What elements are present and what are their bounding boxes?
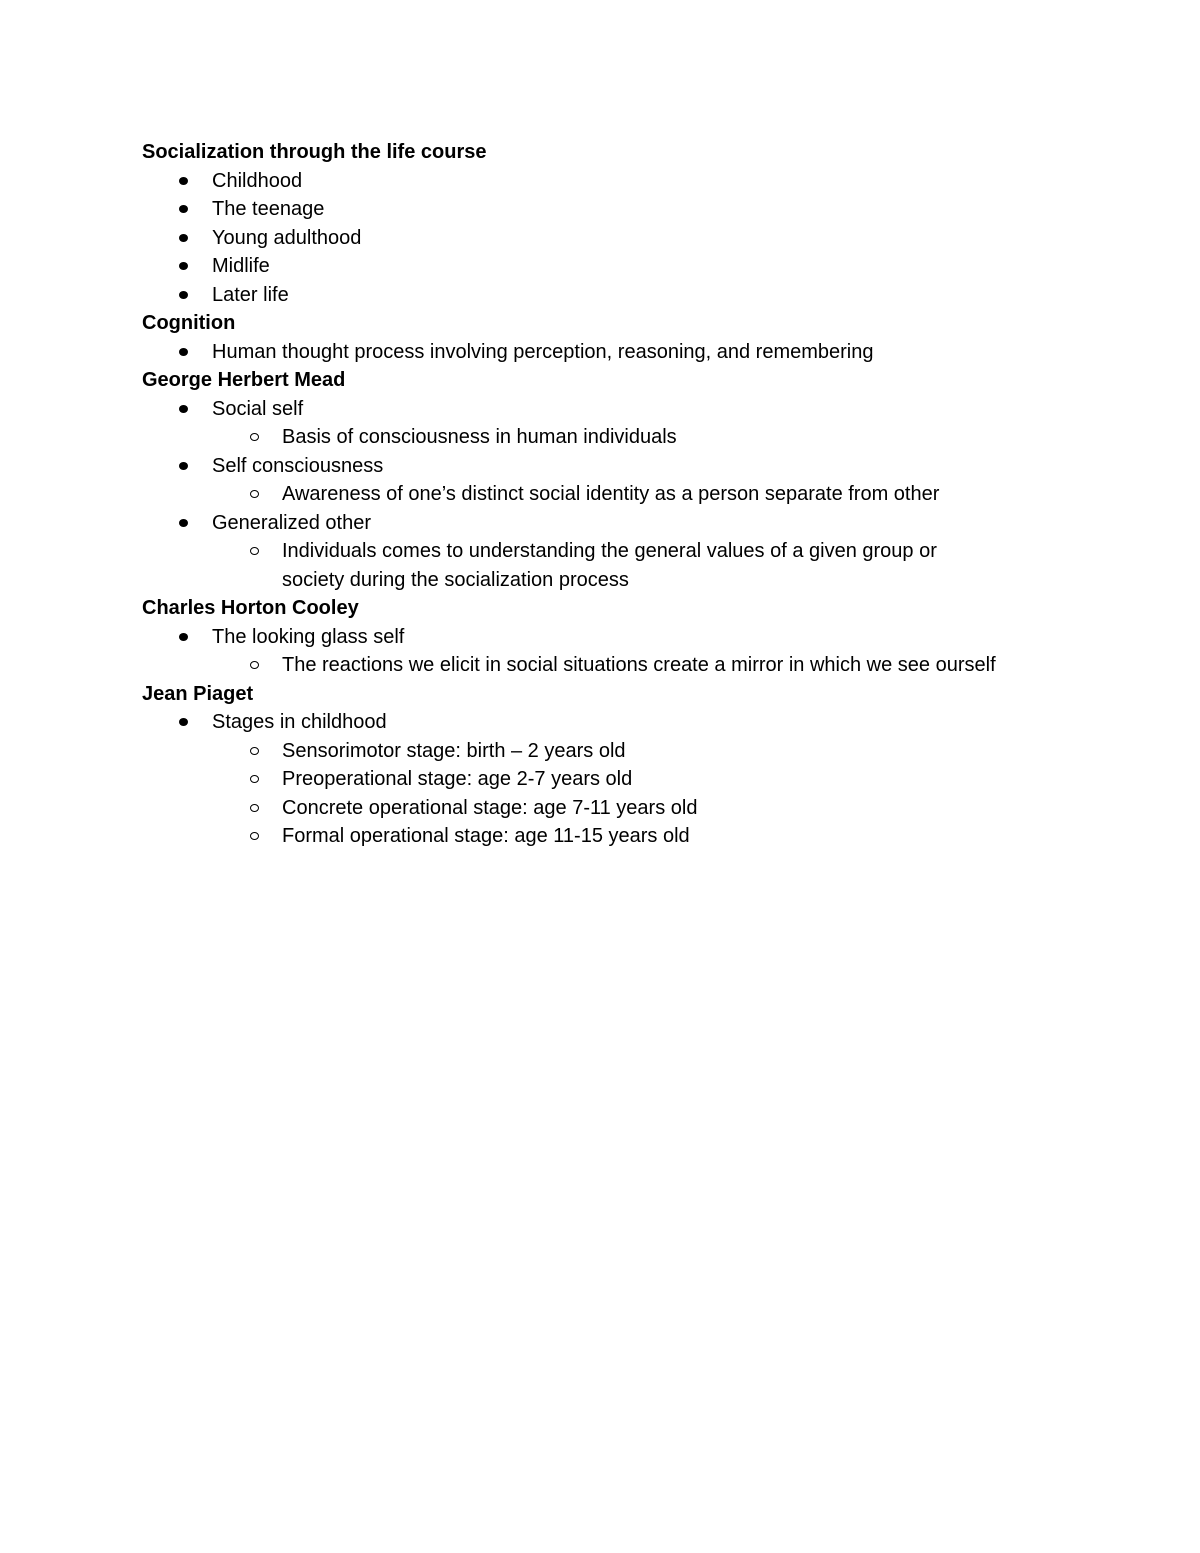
- list-item: Later life: [142, 281, 1102, 310]
- section-heading-piaget: Jean Piaget: [142, 682, 254, 705]
- sub-list-item: Awareness of one’s distinct social identity as a person separate from other: [212, 480, 1102, 509]
- filled-bullet-icon: [179, 405, 188, 413]
- section-heading-mead: George Herbert Mead: [142, 369, 346, 391]
- bullet-list: [142, 708, 1102, 851]
- sub-list-item: Preoperational stage: age 2-7 years old: [212, 765, 1102, 794]
- sub-list-item: Individuals comes to understanding the general values of a given group or society during the socialization process: [212, 537, 1102, 594]
- sub-list-item: Basis of consciousness in human individuals: [212, 423, 1102, 452]
- hollow-bullet-icon: [250, 832, 259, 840]
- filled-bullet-icon: [179, 462, 188, 470]
- list-item: Human thought process involving perception, reasoning, and remembering: [142, 338, 1102, 367]
- filled-bullet-icon: [179, 519, 188, 527]
- bullet-list: [142, 623, 1102, 680]
- sub-list-item: Formal operational stage: age 11-15 years old: [212, 822, 1102, 851]
- section-heading-socialization: Socialization through the life course: [142, 141, 487, 163]
- list-item: Self consciousness Awareness of one’s distinct social identity as a person separate from other: [142, 452, 1102, 509]
- hollow-bullet-icon: [250, 490, 259, 498]
- list-item: Stages in childhood Sensorimotor stage: birth – 2 years old Preoperational stage: age 2-7 years old Concrete operational stage: age 7-11 years old Formal operational stage: age 11-15 years old: [142, 708, 1102, 851]
- hollow-bullet-icon: [250, 804, 259, 812]
- hollow-bullet-icon: [250, 547, 259, 555]
- section-heading-cooley: Charles Horton Cooley: [142, 597, 359, 619]
- list-item: Generalized other Individuals comes to understanding the general values of a given group or society during the socialization process: [142, 509, 1102, 595]
- sub-list-item: Concrete operational stage: age 7-11 years old: [212, 794, 1102, 823]
- hollow-bullet-icon: [250, 661, 259, 669]
- document-page: [142, 138, 1102, 851]
- sub-bullet-list: [142, 423, 1102, 452]
- sub-bullet-list: [142, 737, 1102, 851]
- list-item: Midlife: [142, 252, 1102, 281]
- list-item: The teenage: [142, 195, 1102, 224]
- filled-bullet-icon: [179, 205, 188, 213]
- hollow-bullet-icon: [250, 775, 259, 783]
- filled-bullet-icon: [179, 262, 188, 270]
- hollow-bullet-icon: [250, 747, 259, 755]
- filled-bullet-icon: [179, 348, 188, 356]
- filled-bullet-icon: [179, 177, 188, 185]
- list-item: Young adulthood: [142, 224, 1102, 253]
- filled-bullet-icon: [179, 234, 188, 242]
- sub-bullet-list: [142, 537, 1102, 594]
- filled-bullet-icon: [179, 633, 188, 641]
- filled-bullet-icon: [179, 718, 188, 726]
- filled-bullet-icon: [179, 291, 188, 299]
- list-item: The looking glass self The reactions we elicit in social situations create a mirror in which we see ourself: [142, 623, 1102, 680]
- list-item: Childhood: [142, 167, 1102, 196]
- sub-bullet-list: [142, 480, 1102, 509]
- hollow-bullet-icon: [250, 433, 259, 441]
- section-heading-cognition: Cognition: [142, 312, 236, 334]
- sub-list-item: Sensorimotor stage: birth – 2 years old: [212, 737, 1102, 766]
- bullet-list: [142, 167, 1102, 310]
- bullet-list: [142, 395, 1102, 595]
- bullet-list: [142, 338, 1102, 367]
- sub-bullet-list: [142, 651, 1102, 680]
- list-item: Social self Basis of consciousness in human individuals: [142, 395, 1102, 452]
- sub-list-item: The reactions we elicit in social situations create a mirror in which we see ourself: [212, 651, 1102, 680]
